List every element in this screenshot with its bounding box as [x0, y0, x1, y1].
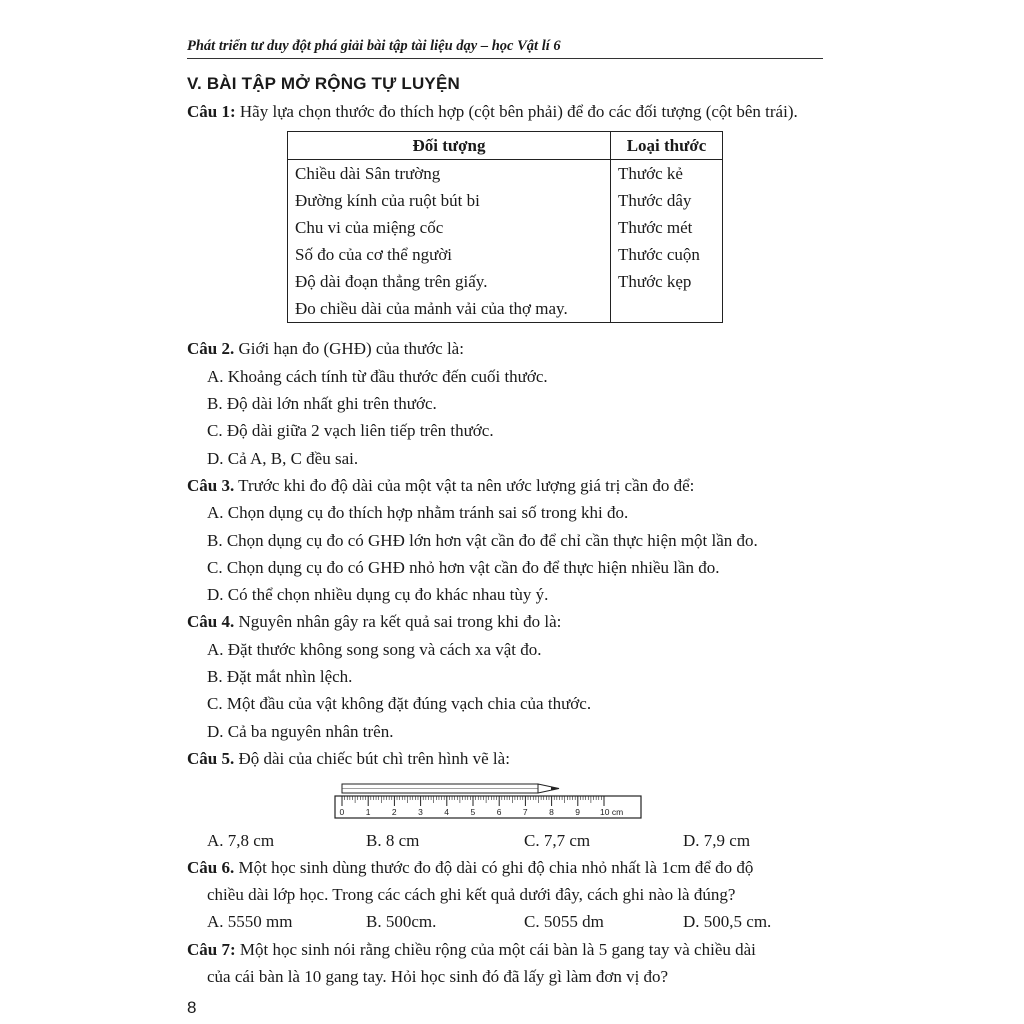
ruler-tick-label: 1 — [365, 807, 371, 817]
answer-option: B. Độ dài lớn nhất ghi trên thước. — [207, 394, 437, 413]
ruler-tick-label: 0 — [339, 807, 345, 817]
answer-option: B. 8 cm — [366, 831, 420, 850]
table-row — [288, 295, 723, 323]
question-4-text: Nguyên nhân gây ra kết quả sai trong khi đo là: — [234, 612, 562, 631]
ruler-tick-label: 9 — [575, 807, 581, 817]
answer-option: A. 7,8 cm — [207, 831, 275, 850]
page-number: 8 — [187, 998, 197, 1017]
question-5-text: Độ dài của chiếc bút chì trên hình vẽ là: — [234, 749, 510, 768]
table-cell — [611, 295, 723, 323]
question-4 — [187, 612, 561, 632]
pencil — [342, 784, 559, 793]
answer-option: A. 5550 mm — [207, 912, 293, 931]
table-cell: Thước kẻ — [611, 160, 723, 188]
answer-option: D. Có thể chọn nhiều dụng cụ đo khác nhau tùy ý. — [207, 585, 549, 604]
answer-option: A. Đặt thước không song song và cách xa vật đo. — [207, 640, 542, 659]
ruler-tick-label: 10 cm — [600, 807, 624, 817]
table-row — [288, 160, 723, 188]
question-3 — [187, 476, 694, 496]
ruler-tick-label: 5 — [470, 807, 476, 817]
answer-option: C. 7,7 cm — [524, 831, 591, 850]
question-7-continuation: của cái bàn là 10 gang tay. Hỏi học sinh đó đã lấy gì làm đơn vị đo? — [207, 967, 669, 986]
table-cell: Thước kẹp — [611, 268, 723, 295]
matching-table — [287, 131, 723, 323]
answer-option: C. Độ dài giữa 2 vạch liên tiếp trên thước. — [207, 421, 494, 440]
table-row — [288, 241, 723, 268]
table-header-cell: Đối tượng — [288, 132, 611, 160]
answer-option: B. 500cm. — [366, 912, 437, 931]
answer-option: C. 5055 dm — [524, 912, 604, 931]
answer-option: A. Chọn dụng cụ đo thích hợp nhằm tránh sai số trong khi đo. — [207, 503, 629, 522]
table-cell: Thước dây — [611, 187, 723, 214]
table-row — [288, 214, 723, 241]
running-header: Phát triển tư duy đột phá giải bài tập tài liệu dạy – học Vật lí 6 — [187, 38, 823, 59]
ruler-tick-label: 4 — [444, 807, 450, 817]
ruler-tick-label: 2 — [391, 807, 397, 817]
section-title: V. BÀI TẬP MỞ RỘNG TỰ LUYỆN — [187, 74, 460, 93]
answer-option: C. Một đầu của vật không đặt đúng vạch chia của thước. — [207, 694, 592, 713]
question-5 — [187, 749, 510, 769]
table-row — [288, 268, 723, 295]
ruler-svg — [331, 772, 645, 822]
table-header-cell: Loại thước — [611, 132, 723, 160]
question-4-number: Câu 4. — [187, 612, 235, 631]
question-3-number: Câu 3. — [187, 476, 235, 495]
question-2-text: Giới hạn đo (GHĐ) của thước là: — [234, 339, 464, 358]
question-7-text: Một học sinh nói rằng chiều rộng của một cái bàn là 5 gang tay và chiều dài — [235, 940, 756, 959]
ruler-ticks — [342, 796, 604, 806]
table-cell: Đường kính của ruột bút bi — [288, 187, 611, 214]
ruler-tick-label: 6 — [496, 807, 502, 817]
question-2 — [187, 339, 464, 359]
question-1-number: Câu 1: — [187, 102, 236, 121]
answer-option: B. Chọn dụng cụ đo có GHĐ lớn hơn vật cần đo để chỉ cần thực hiện một lần đo. — [207, 531, 758, 550]
answer-option: B. Đặt mắt nhìn lệch. — [207, 667, 353, 686]
table-cell: Chu vi của miệng cốc — [288, 214, 611, 241]
question-1 — [187, 102, 798, 122]
ruler-tick-label: 3 — [418, 807, 423, 817]
table-cell: Số đo của cơ thể người — [288, 241, 611, 268]
table-header-row — [288, 132, 723, 160]
answer-option: D. Cả ba nguyên nhân trên. — [207, 722, 394, 741]
table-cell: Đo chiều dài của mảnh vải của thợ may. — [288, 295, 611, 323]
ruler-pencil-figure — [331, 772, 645, 822]
table-row — [288, 187, 723, 214]
question-6-continuation: chiều dài lớp học. Trong các cách ghi kết quả dưới đây, cách ghi nào là đúng? — [207, 885, 736, 904]
question-2-number: Câu 2. — [187, 339, 235, 358]
answer-option: D. 500,5 cm. — [683, 912, 772, 931]
ruler-tick-labels — [340, 807, 624, 817]
question-5-number: Câu 5. — [187, 749, 235, 768]
answer-option: A. Khoảng cách tính từ đầu thước đến cuối thước. — [207, 367, 548, 386]
table-cell: Chiều dài Sân trường — [288, 160, 611, 188]
question-7 — [187, 940, 756, 960]
table-cell: Thước cuộn — [611, 241, 723, 268]
ruler-body — [335, 796, 641, 818]
answer-option: D. Cả A, B, C đều sai. — [207, 449, 359, 468]
question-7-number: Câu 7: — [187, 940, 236, 959]
question-1-text: Hãy lựa chọn thước đo thích hợp (cột bên phải) để đo các đối tượng (cột bên trái). — [235, 102, 798, 121]
ruler-tick-label: 7 — [522, 807, 528, 817]
table-cell: Thước mét — [611, 214, 723, 241]
question-6-number: Câu 6. — [187, 858, 235, 877]
ruler-tick-label: 8 — [549, 807, 554, 817]
question-6-text: Một học sinh dùng thước đo độ dài có ghi độ chia nhỏ nhất là 1cm để đo độ — [234, 858, 754, 877]
question-6 — [187, 858, 753, 878]
question-3-text: Trước khi đo độ dài của một vật ta nên ước lượng giá trị cần đo để: — [234, 476, 695, 495]
answer-option: C. Chọn dụng cụ đo có GHĐ nhỏ hơn vật cần đo để thực hiện nhiều lần đo. — [207, 558, 720, 577]
table-cell: Độ dài đoạn thẳng trên giấy. — [288, 268, 611, 295]
answer-option: D. 7,9 cm — [683, 831, 751, 850]
